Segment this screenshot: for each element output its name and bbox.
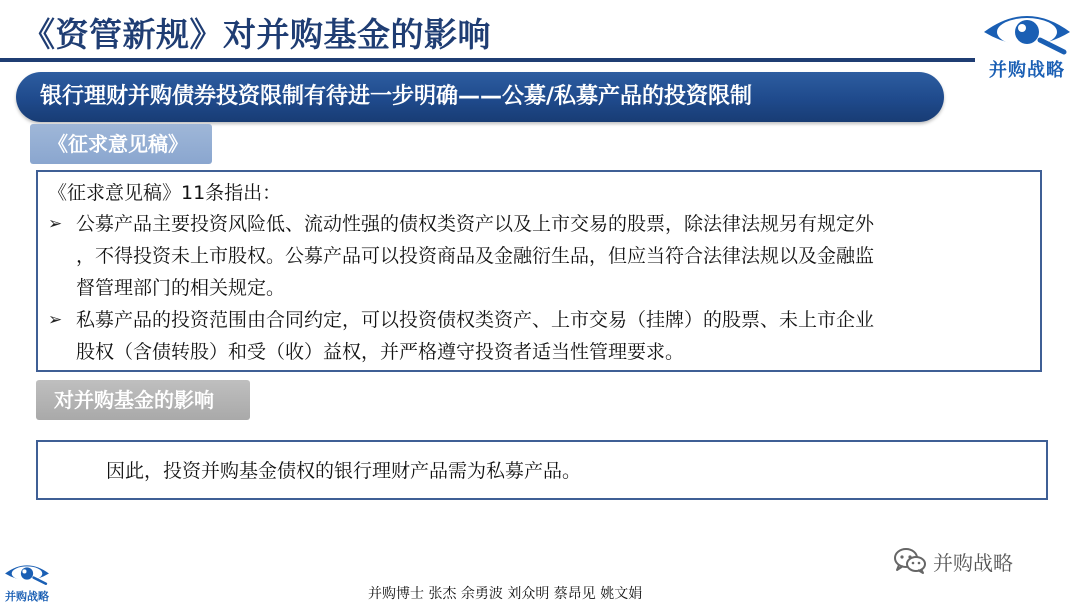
bullet-line: 公募产品主要投资风险低、流动性强的债权类资产以及上市交易的股票，除法律法规另有规定外 — [76, 213, 875, 235]
footer-logo-text: 并购战略 — [5, 590, 49, 603]
bullet-public-products — [48, 208, 1030, 304]
bullet-line: 督管理部门的相关规定。 — [76, 277, 286, 299]
draft-intro: 《征求意见稿》11条指出： — [48, 182, 282, 204]
footer-logo — [2, 558, 52, 606]
title-divider — [0, 58, 975, 62]
slide-title: 《资管新规》对并购基金的影响 — [22, 15, 491, 54]
eye-icon — [978, 6, 1076, 56]
eye-icon — [2, 558, 52, 588]
bullet-line: 股权（含债转股）和受（收）益权，并严格遵守投资者适当性管理要求。 — [76, 341, 685, 363]
section-banner: 银行理财并购债券投资限制有待进一步明确——公募/私募产品的投资限制 — [16, 72, 944, 122]
bullet-line: 私募产品的投资范围由合同约定，可以投资债权类资产、上市交易（挂牌）的股票、未上市企业 — [76, 309, 875, 331]
bullet-line: ，不得投资未上市股权。公募产品可以投资商品及金融衍生品，但应当符合法律法规以及金融监 — [76, 245, 875, 267]
wechat-watermark — [893, 545, 1013, 577]
wechat-icon — [893, 547, 927, 575]
impact-conclusion: 因此，投资并购基金债权的银行理财产品需为私募产品。 — [106, 460, 582, 482]
arrow-bullet-icon: ➢ — [48, 310, 63, 330]
impact-content-box — [36, 440, 1048, 500]
watermark-text: 并购战略 — [933, 550, 1013, 575]
bullet-private-products — [48, 304, 1030, 368]
arrow-bullet-icon: ➢ — [48, 214, 63, 234]
brand-logo-text: 并购战略 — [989, 60, 1065, 81]
footer-authors: 并购博士 张杰 余勇波 刘众明 蔡昂见 姚文娟 — [368, 586, 643, 602]
draft-tag: 《征求意见稿》 — [30, 124, 212, 164]
brand-logo — [978, 6, 1076, 82]
impact-tag: 对并购基金的影响 — [36, 380, 250, 420]
draft-content-box — [36, 170, 1042, 372]
